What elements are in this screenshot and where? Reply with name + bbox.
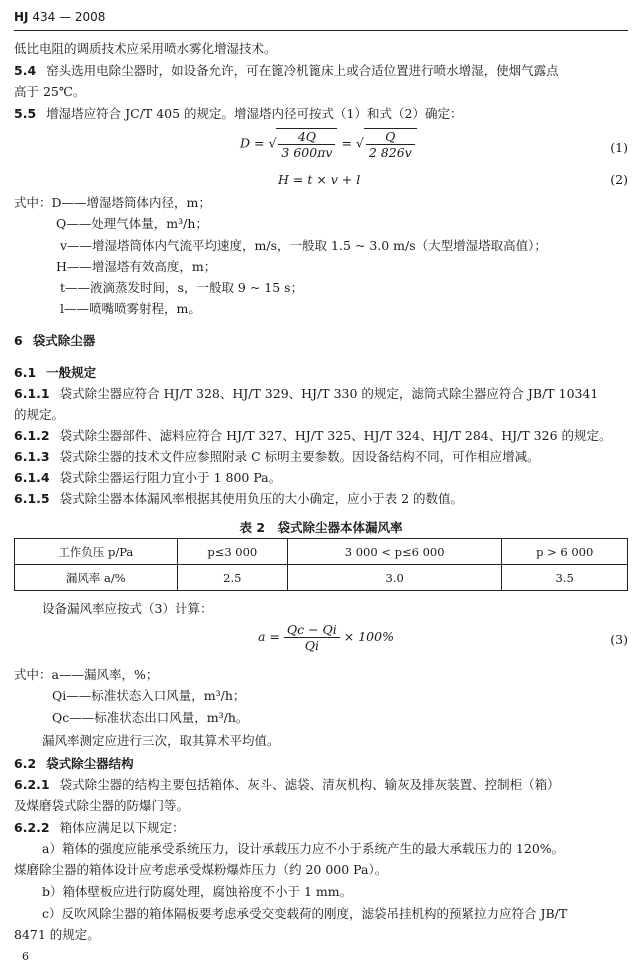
clause-6-1-1: 6.1.1 袋式除尘器应符合 HJ/T 328、HJ/T 329、HJ/T 330 的规定，滤筒式除尘器应符合 JB/T 10341 [14,386,599,401]
table-cell: 工作负压 p/Pa [15,539,178,565]
equation-2: H = t × v + l [278,172,361,187]
header-rule [14,30,628,31]
equation-3: a = $\frac{Qc - Qi}{Qi}$ × 100% [258,622,394,653]
table-row [15,565,628,591]
clause-6-1-1-cont: 的规定。 [14,407,65,422]
calc-intro: 设备漏风率应按式（3）计算： [42,601,213,616]
clause-5-5: 5.5 增湿塔应符合 JC/T 405 的规定。增湿塔内径可按式（1）和式（2）确定： [14,106,463,121]
section-6-2-heading: 6.2 袋式除尘器结构 [14,756,134,771]
clause-6-1-2: 6.1.2 袋式除尘器部件、滤料应符合 HJ/T 327、HJ/T 325、HJ/T 324、HJ/T 284、HJ/T 326 的规定。 [14,428,612,443]
where-t: t——液滴蒸发时间，s，一般取 9 ~ 15 s； [60,280,304,295]
where-qi: Qi——标准状态入口风量，m³/h； [52,688,246,703]
clause-6-1-5: 6.1.5 袋式除尘器本体漏风率根据其使用负压的大小确定，应小于表 2 的数值。 [14,491,463,506]
table-cell: 漏风率 a/% [15,565,178,591]
where-a: 式中：a——漏风率，%； [14,667,159,682]
equation-2-number: (2) [610,172,628,187]
clause-6-2-1: 6.2.1 袋式除尘器的结构主要包括箱体、灰斗、滤袋、清灰机构、输灰及排灰装置、控制柜（箱） [14,777,560,792]
item-b: b）箱体壁板应进行防腐处理，腐蚀裕度不小于 1 mm。 [42,884,353,899]
page-header: HJ 434 — 2008 [14,10,106,24]
clause-6-1-4: 6.1.4 袋式除尘器运行阻力宜小于 1 800 Pa。 [14,470,282,485]
table-cell: 3.0 [287,565,501,591]
table-caption: 表 2 袋式除尘器本体漏风率 [239,520,403,535]
item-a-cont: 煤磨除尘器的箱体设计应考虑承受煤粉爆炸压力（约 20 000 Pa）。 [14,862,388,877]
table-cell: 3 000 < p≤6 000 [287,539,501,565]
where-qc: Qc——标准状态出口风量，m³/h。 [52,710,249,725]
where-d: 式中：D——增湿塔筒体内径，m； [14,195,211,210]
equation-3-number: (3) [610,632,628,647]
where-l: l——喷嘴喷雾射程，m。 [60,301,201,316]
item-a: a）箱体的强度应能承受系统压力，设计承载压力应不小于系统产生的最大承载压力的 120%。 [42,841,565,856]
section-6-1-heading: 6.1 一般规定 [14,365,97,380]
equation-1-number: (1) [610,140,628,155]
page-number: 6 [22,950,29,963]
table-row [15,539,628,565]
where-v: v——增湿塔筒体内气流平均速度，m/s，一般取 1.5 ~ 3.0 m/s（大型增湿塔取高值）； [60,238,547,253]
clause-5-4: 5.4 窑头选用电除尘器时，如设备允许，可在篦冷机篦床上或合适位置进行喷水增湿，使烟气露点 [14,63,559,78]
table-cell: p > 6 000 [502,539,628,565]
table-cell: 3.5 [502,565,628,591]
table-cell: p≤3 000 [177,539,287,565]
item-c-cont: 8471 的规定。 [14,927,100,942]
item-c: c）反吹风除尘器的箱体隔板要考虑承受交变载荷的刚度，滤袋吊挂机构的预紧拉力应符合 JB/T [42,906,568,921]
clause-6-2-2: 6.2.2 箱体应满足以下规定： [14,820,185,835]
measure-note: 漏风率测定应进行三次，取其算术平均值。 [42,733,280,748]
leak-rate-table [14,538,628,591]
clause-6-1-3: 6.1.3 袋式除尘器的技术文件应参照附录 C 标明主要参数。因设备结构不同，可作相应增减。 [14,449,540,464]
paragraph: 低比电阻的调质技术应采用喷水雾化增湿技术。 [14,41,277,56]
equation-1: D = √ $\frac{4Q}{3 600\pi v}$ = √ $\frac{Q}{2 826v}$ [240,128,417,160]
clause-5-4-cont: 高于 25℃。 [14,84,86,99]
clause-6-2-1-cont: 及煤磨袋式除尘器的防爆门等。 [14,798,190,813]
where-q: Q——处理气体量，m³/h； [56,216,208,231]
table-cell: 2.5 [177,565,287,591]
section-6-heading: 6 袋式除尘器 [14,333,96,348]
where-h: H——增湿塔有效高度，m； [56,259,217,274]
